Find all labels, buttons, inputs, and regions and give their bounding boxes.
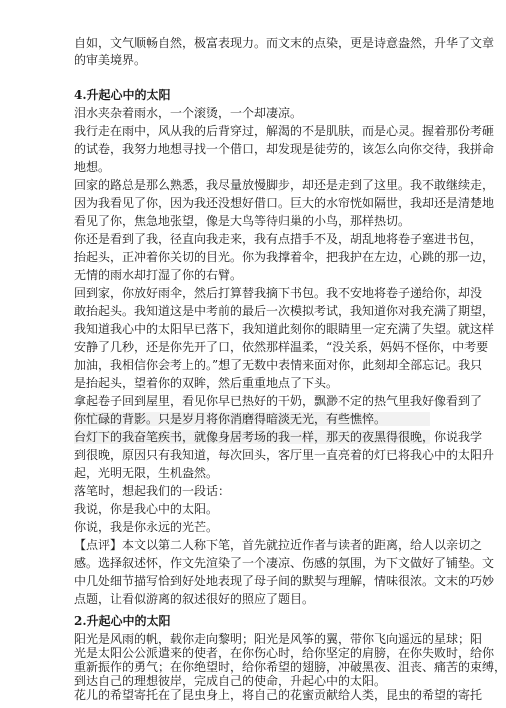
comment-line: 【点评】本文以第二人称下笔，首先就拉近作者与读者的距离，给人以亲切之 bbox=[74, 538, 483, 552]
text-line: 抬起头，正冲着你关切的目光。你为我撑着伞，把我护在左边，心跳的那一边， bbox=[74, 250, 495, 264]
text-line: 光是太阳公公派遣来的使者，在你伤心时，给你坚定的肩膀，在你失败时，给你 bbox=[74, 646, 495, 660]
text-line: 无情的雨水却打湿了你的右臂。 bbox=[74, 268, 243, 282]
text-line: 你还是看到了我，径直向我走来，我有点措手不及，胡乱地将卷子塞进书包， bbox=[74, 232, 483, 246]
text-line: 安静了几秒，还是你先开了口，依然那样温柔，“没关系，妈妈不怪你，中考要 bbox=[74, 340, 489, 354]
text-line: 加油，我相信你会考上的。”想了无数中表情来面对你，此刻却全部忘记。我只 bbox=[74, 358, 483, 372]
text-line: 你忙碌的背影。只是岁月将你消磨得暗淡无光，有些憔悴。 bbox=[74, 412, 430, 426]
text-line: 阳光是风雨的帆，载你走向黎明；阳光是风筝的翼，带你飞向遥远的星球；阳 bbox=[74, 632, 483, 646]
text-line: 泪水夹杂着雨水，一个滚烫，一个却凄凉。 bbox=[74, 106, 303, 120]
text-line: 到很晚，原因只有我知道，每次回头，客厅里一直亮着的灯已将我心中的太阳升 bbox=[74, 448, 495, 462]
text-line: 到达自己的理想彼岸，完成自己的使命，升起心中的太阳。 bbox=[74, 674, 387, 688]
text-line: 地想。 bbox=[74, 160, 111, 174]
text-line: 自如，文气顺畅自然，极富表现力。而文末的点染，更是诗意盎然，升华了文章 bbox=[74, 36, 495, 50]
text-line: 起，光明无限，生机盎然。 bbox=[74, 466, 219, 480]
text-line: 我知道我心中的太阳早已落下，我知道此刻你的眼睛里一定充满了失望。就这样 bbox=[74, 322, 495, 336]
section-heading: 4.升起心中的太阳 bbox=[74, 88, 171, 102]
text-line: 回家的路总是那么熟悉，我尽量放慢脚步，却还是走到了这里。我不敢继续走， bbox=[74, 178, 495, 192]
comment-line: 感。选择叙述怀，作文先渲染了一个凄凉、伤感的氛围，为下文做好了铺垫。文 bbox=[74, 556, 495, 570]
text-line: 落笔时，想起我们的一段话： bbox=[74, 484, 231, 498]
section-heading: 2.升起心中的太阳 bbox=[74, 614, 171, 628]
text-line: 你说，我是你永远的光芒。 bbox=[74, 520, 219, 534]
text-line: 敢抬起头。我知道这是中考前的最后一次模拟考试，我知道你对我充满了期望， bbox=[74, 304, 495, 318]
text-line: 因为我看见了你，因为我还没想好借口。巨大的水帘恍如隔世，我却还是清楚地 bbox=[74, 196, 495, 210]
text-line: 是抬起头，望着你的双眸，然后重重地点了下头。 bbox=[74, 376, 339, 390]
text-line: 回到家，你放好雨伞，然后打算替我摘下书包。我不安地将卷子递给你，却没 bbox=[74, 286, 483, 300]
text-line: 的试卷，我努力地想寻找一个借口，却发现是徒劳的，该怎么向你交待，我拼命 bbox=[74, 142, 495, 156]
comment-line: 点题，让看似游离的叙述很好的照应了题目。 bbox=[74, 592, 315, 606]
text-line: 看见了你，焦急地张望，像是大鸟等待归巢的小鸟，那样热切。 bbox=[74, 214, 411, 228]
text-line: 台灯下的我奋笔疾书，就像身居考场的我一样，那天的夜黑得很晚，你说我学 bbox=[74, 430, 483, 444]
text-line: 我说，你是我心中的太阳。 bbox=[74, 502, 219, 516]
text-line: 拿起卷子回到屋里，看见你早已热好的干奶，飘渺不定的热气里我好像看到了 bbox=[74, 394, 483, 408]
text-line: 重新振作的勇气；在你绝望时，给你希望的翅膀，冲破黑夜、沮丧、痛苦的束缚， bbox=[74, 660, 506, 674]
text-line: 的审美境界。 bbox=[74, 53, 147, 67]
comment-line: 中几处细节描写恰到好处地表现了母子间的默契与理解，情味很浓。文末的巧妙 bbox=[74, 574, 495, 588]
text-line: 我行走在雨中，风从我的后背穿过，解渴的不是肌肤，而是心灵。握着那份考砸 bbox=[74, 124, 495, 138]
text-line: 花儿的希望寄托在了昆虫身上，将自己的花蜜贡献给人类，昆虫的希望的寄托 bbox=[74, 688, 483, 702]
